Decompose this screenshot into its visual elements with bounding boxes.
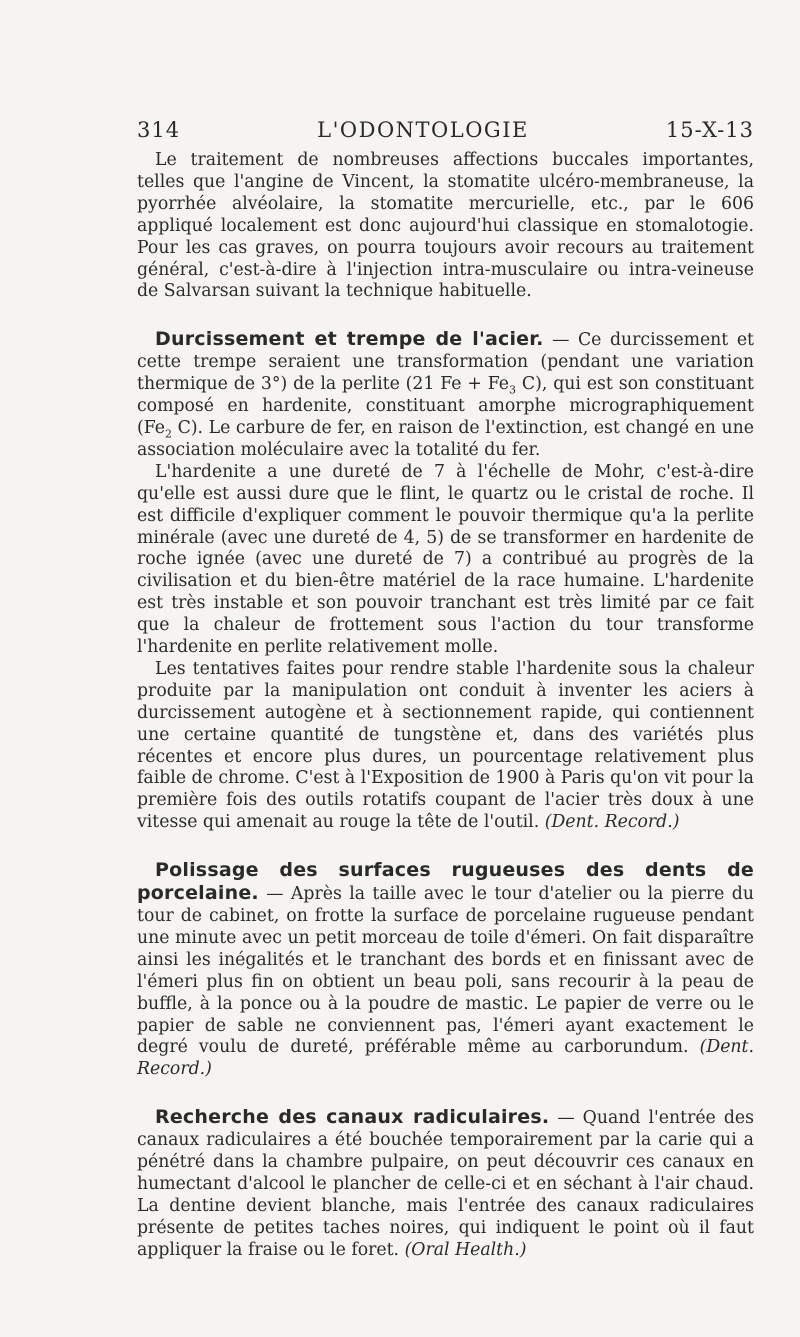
section-polissage — [137, 860, 754, 1081]
running-header — [137, 118, 754, 142]
section-durcissement — [137, 329, 754, 834]
section2-paragraph — [137, 860, 754, 1081]
section-canaux — [137, 1107, 754, 1261]
formula-subscript-3: 3 — [509, 383, 517, 397]
page-number: 314 — [137, 118, 181, 142]
citation: (Oral Health.) — [404, 1239, 527, 1260]
section1-lead-c: C). Le carbure de fer, en raison de l'extinction, est changé en une association moléculaire avec la totalité du fer. — [137, 417, 754, 460]
section1-lead-b: C), qui est son constituant composé en hardenite, constituant amorphe micrographiquement (Fe — [137, 374, 754, 438]
intro-paragraph: Le traitement de nombreuses affections buccales importantes, telles que l'angine de Vincent, la stomatite ulcéro-membraneuse, la pyorrhée alvéolaire, la stomatite mercurielle, etc., par le 606 appliqué localement est donc aujourd'hui classique en stomalotogie. Pour les cas graves, on pourra toujours avoir recours au traitement général, c'est-à-dire à l'injection intra-musculaire ou intra-veineuse de Salvarsan suivant la technique habituelle. — [137, 150, 754, 302]
section2-heading: Polissage des surfaces rugueuses des dents de porcelaine. — [137, 859, 754, 905]
section3-heading: Recherche des canaux radiculaires. — [155, 1106, 550, 1129]
issue-date: 15-X-13 — [665, 118, 754, 142]
section1-dash: — — [543, 330, 578, 351]
citation: (Dent. Record.) — [544, 812, 680, 833]
section1-heading: Durcissement et trempe de l'acier. — [155, 328, 544, 351]
section1-paragraph-3 — [137, 659, 754, 834]
section1-paragraph-2: L'hardenite a une dureté de 7 à l'échelle de Mohr, c'est-à-dire qu'elle est aussi dure que le flint, le quartz ou le cristal de roche. Il est difficile d'expliquer comment le pouvoir thermique qu'a la perlite minérale (avec une dureté de 4, 5) de se transformer en hardenite de roche ignée (avec une dureté de 7) a contribué au progrès de la civilisation et du bien-être matériel de la race humaine. L'hardenite est très instable et son pouvoir tranchant est très limité par ce fait que la chaleur de frottement sous l'action du tour transforme l'hardenite en perlite relativement molle. — [137, 461, 754, 658]
citation: (Dent. Record.) — [137, 1037, 754, 1080]
section3-text: Quand l'entrée des canaux radiculaires a été bouchée temporairement par la carie qui a pénétré dans la chambre pulpaire, on peut découvrir ces canaux en humectant d'alcool le plancher de celle-ci et en séchant à l'air chaud. La dentine devient blanche, mais l'entrée des canaux radiculaires présente de petites taches noires, qui indiquent le point où il faut appliquer la fraise ou le foret. — [137, 1108, 754, 1260]
formula-subscript-2: 2 — [165, 427, 173, 441]
section2-dash: — — [258, 884, 291, 905]
journal-title: L'ODONTOLOGIE — [317, 118, 529, 142]
section3-dash: — — [549, 1108, 583, 1129]
section2-text: Après la taille avec le tour d'atelier ou la pierre du tour de cabinet, on frotte la surface de porcelaine rugueuse pendant une minute avec un petit morceau de toile d'émeri. On fait disparaître ainsi les inégalités et le tranchant des bords et en finissant avec de l'émeri plus fin on obtient un beau poli, sans recourir à la peau de buffle, à la ponce ou à la poudre de mastic. Le papier de verre ou le papier de sable ne conviennent pas, l'émeri ayant exactement le degré voulu de dureté, préférable même au carborundum. — [137, 884, 754, 1058]
section1-lead-paragraph — [137, 329, 754, 461]
section1-lead-a: Ce durcissement et cette trempe seraient une transformation (pendant une variation thermique de 3°) de la perlite (21 Fe + Fe — [137, 330, 754, 395]
section3-paragraph — [137, 1107, 754, 1261]
section1-para3-text: Les tentatives faites pour rendre stable l'hardenite sous la chaleur produite par la manipulation ont conduit à inventer les aciers à durcissement autogène et à sectionnement rapide, qui contiennent une certaine quantité de tungstène et, dans des variétés plus récentes et encore plus dures, un pourcentage relativement plus faible de chrome. C'est à l'Exposition de 1900 à Paris qu'on vit pour la première fois des outils rotatifs coupant de l'acier très doux à une vitesse qui amenait au rouge la tête de l'outil. — [137, 658, 754, 833]
